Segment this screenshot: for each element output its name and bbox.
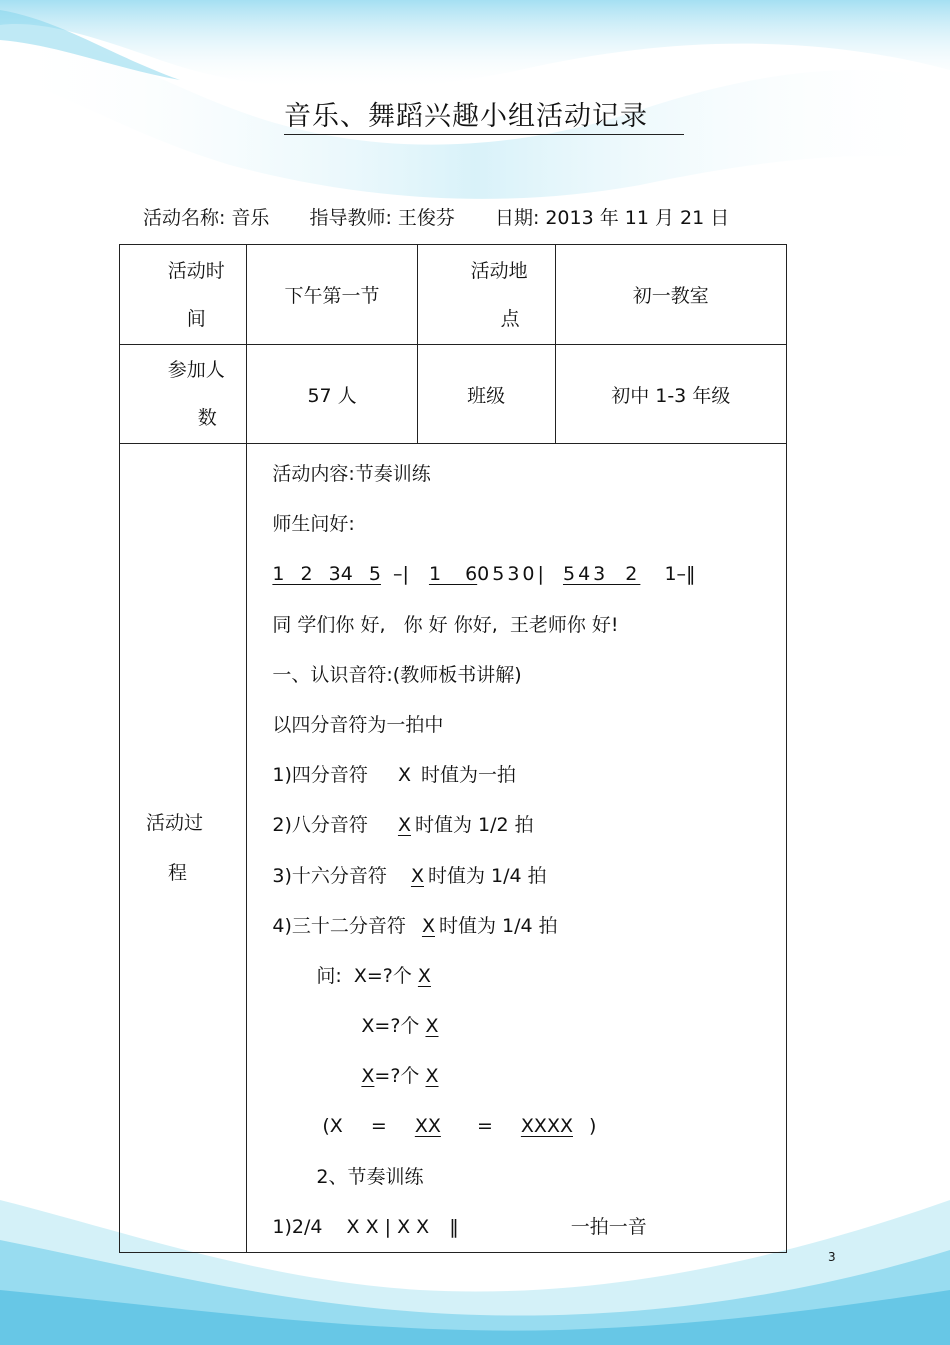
table-row [120, 245, 787, 345]
equation-close: ) [588, 1115, 597, 1138]
count-label-line2: 数 [197, 407, 217, 429]
rhythm1-barline: ‖ [449, 1215, 459, 1238]
note1-duration: 时值为一拍 [421, 764, 517, 787]
note3-duration: 时值为 1/4 拍 [427, 864, 547, 887]
time-label-line1: 活动时 [167, 259, 225, 282]
note4-name: 4)三十二分音符 [272, 914, 406, 937]
equation-xx: XX [414, 1115, 441, 1138]
note3-name: 3)十六分音符 [272, 864, 387, 887]
question3-text: =?个 [374, 1065, 420, 1088]
note4-symbol: X [421, 914, 435, 937]
process-label-cell [120, 444, 247, 1253]
note1-symbol: X [397, 764, 411, 787]
date-value: 2013 年 11 月 21 日 [545, 207, 730, 229]
notation-line [272, 549, 786, 599]
activity-record-table [119, 244, 787, 1253]
date-label: 日期: [494, 207, 540, 229]
notation-d: 0530| [477, 563, 547, 586]
note4-line [272, 901, 786, 951]
activity-name-label: 活动名称: [143, 207, 226, 229]
rhythm1-meter: 1)2/4 [272, 1215, 323, 1238]
question3-line [272, 1051, 786, 1101]
time-value-cell: 下午第一节 [247, 245, 417, 345]
question3-symbol-a: X [361, 1065, 375, 1088]
section1-heading: 一、认识音符:(教师板书讲解) [272, 663, 522, 686]
time-label-line2: 间 [186, 307, 206, 330]
process-label-line1: 活动过 [146, 812, 204, 834]
teacher-label: 指导教师: [309, 207, 392, 229]
lyrics-line: 同 学们你 好, 你 好 你好, 王老师你 好! [272, 613, 619, 636]
notation-a: 1 2 34 5 [272, 563, 381, 586]
equation-xxxx: XXXX [520, 1115, 573, 1138]
notation-c: 1 6 [428, 563, 478, 586]
section2-heading: 2、节奏训练 [316, 1165, 424, 1188]
beat-basis-line: 以四分音符为一拍中 [272, 713, 444, 736]
count-label-line1: 参加人 [167, 359, 225, 381]
question3-symbol-b: X [425, 1065, 439, 1088]
equation-equals-2: = [476, 1115, 493, 1138]
count-label-cell [120, 345, 247, 444]
notation-b: –| [393, 563, 409, 586]
question2-symbol: X [425, 1015, 439, 1038]
note4-duration: 时值为 1/4 拍 [438, 914, 558, 937]
question2-text: X=?个 [361, 1015, 420, 1038]
activity-name-value: 音乐 [231, 207, 270, 229]
note2-duration: 时值为 1/2 拍 [414, 814, 534, 837]
record-meta [143, 203, 735, 230]
place-label-cell [417, 245, 555, 345]
process-content-cell [247, 444, 787, 1253]
note3-symbol: X [410, 864, 424, 887]
equation-open: (X [322, 1115, 343, 1138]
class-label-cell: 班级 [417, 345, 555, 444]
question-prefix: 问: [316, 964, 342, 987]
table-row [120, 444, 787, 1253]
note1-line [272, 750, 786, 800]
note1-name: 1)四分音符 [272, 764, 368, 787]
greeting-line: 师生问好: [272, 513, 355, 536]
note2-line [272, 800, 786, 850]
page-title: 音乐、舞蹈兴趣小组活动记录 [284, 100, 684, 135]
rhythm1-note: 一拍一音 [570, 1215, 647, 1238]
notation-e: 543 2 [562, 563, 641, 586]
equation-equals-1: = [370, 1115, 387, 1138]
time-label-cell [120, 245, 247, 345]
rhythm1-line [272, 1202, 786, 1252]
process-label-line2: 程 [168, 862, 188, 884]
rhythm1-pattern: X X | X X [346, 1215, 430, 1238]
notation-f: 1–‖ [664, 563, 696, 586]
page-number: 3 [828, 1250, 836, 1264]
note3-line [272, 851, 786, 901]
question1-symbol: X [417, 964, 431, 987]
question1-line [272, 951, 786, 1001]
question2-line [272, 1001, 786, 1051]
equation-line [272, 1101, 786, 1151]
note2-name: 2)八分音符 [272, 814, 368, 837]
place-value-cell: 初一教室 [555, 245, 786, 345]
content-line: 活动内容:节奏训练 [272, 463, 431, 485]
place-label-line2: 点 [500, 307, 520, 330]
place-label-line1: 活动地 [470, 259, 528, 282]
count-value-cell: 57 人 [247, 345, 417, 444]
class-value-cell: 初中 1-3 年级 [555, 345, 786, 444]
question1-text: X=?个 [353, 964, 412, 987]
teacher-value: 王俊芬 [397, 207, 455, 229]
note2-symbol: X [397, 814, 411, 837]
table-row [120, 345, 787, 444]
